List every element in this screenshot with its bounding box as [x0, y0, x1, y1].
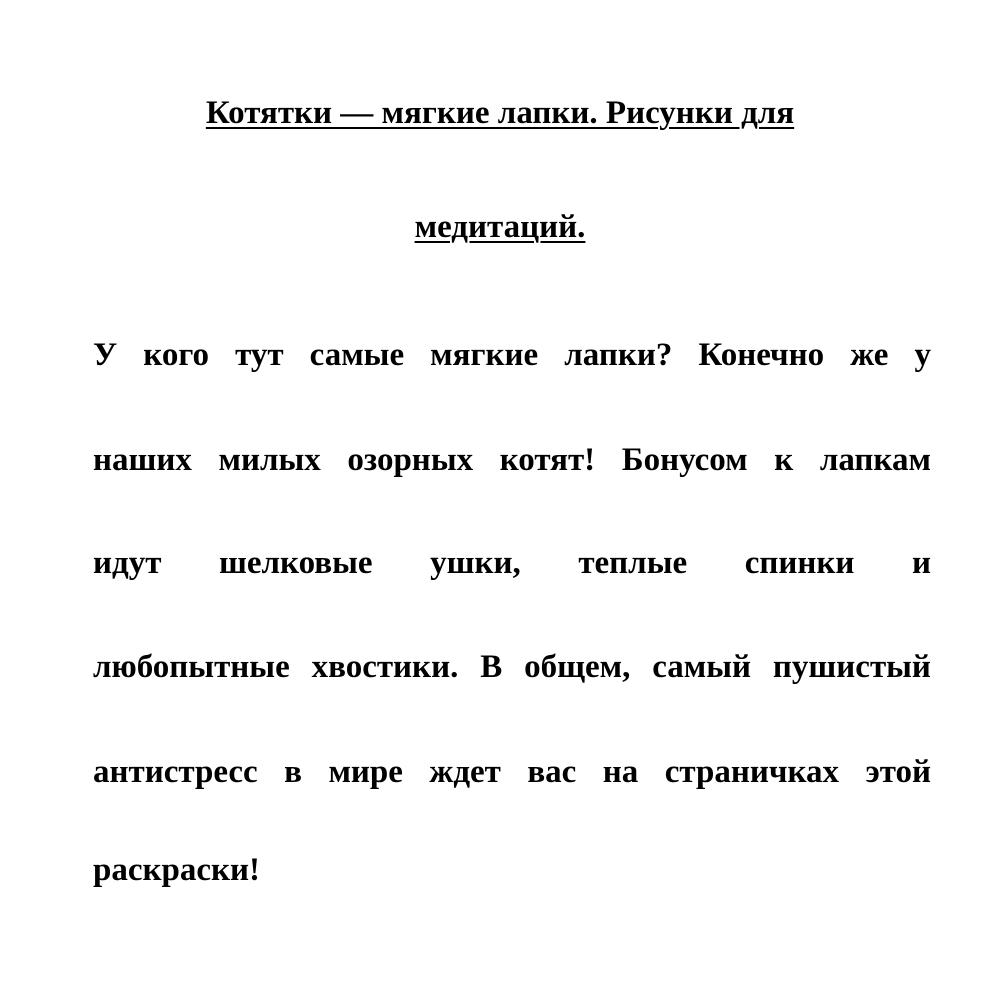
paragraph-word: тут: [235, 337, 284, 373]
paragraph-word: у: [914, 337, 931, 373]
paragraph-word: раскраски!: [93, 852, 261, 888]
paragraph-word: антистресс: [93, 754, 258, 790]
paragraph-word: наших: [93, 442, 192, 478]
paragraph-word: же: [850, 337, 889, 373]
paragraph-word: спинки: [744, 545, 855, 581]
paragraph-word: Конечно: [698, 337, 825, 373]
paragraph-line-3: [93, 543, 931, 583]
paragraph-line-6: [93, 850, 931, 890]
paragraph-word: ждет: [429, 754, 501, 790]
paragraph-word: У: [93, 337, 118, 373]
paragraph-word: ушки,: [430, 545, 521, 581]
paragraph-word: к: [774, 442, 794, 478]
paragraph-word: страничках: [664, 754, 839, 790]
paragraph-word: идут: [93, 545, 162, 581]
document-title-line-2: медитаций.: [414, 209, 586, 245]
paragraph-word: лапкам: [819, 442, 931, 478]
document-title-line-1: Котятки — мягкие лапки. Рисунки для: [205, 95, 795, 131]
paragraph-word: пушистый: [772, 649, 931, 685]
paragraph-word: общем,: [524, 649, 631, 685]
paragraph-word: шелковые: [219, 545, 373, 581]
paragraph-word: котят!: [499, 442, 596, 478]
paragraph-word: кого: [143, 337, 210, 373]
paragraph-word: лапки?: [564, 337, 673, 373]
paragraph-line-2: [93, 440, 931, 480]
paragraph-word: на: [602, 754, 639, 790]
paragraph-word: этой: [865, 754, 931, 790]
paragraph-word: милых: [218, 442, 321, 478]
paragraph-word: В: [480, 649, 503, 685]
paragraph-line-5: [93, 752, 931, 792]
paragraph-word: самый: [652, 649, 752, 685]
paragraph-word: и: [911, 545, 931, 581]
paragraph-word: самые: [309, 337, 405, 373]
paragraph-word: любопытные: [93, 649, 290, 685]
paragraph-line-4: [93, 647, 931, 687]
paragraph-word: хвостики.: [311, 649, 459, 685]
paragraph-word: вас: [527, 754, 577, 790]
paragraph-word: мире: [328, 754, 403, 790]
paragraph-word: мягкие: [430, 337, 539, 373]
paragraph-line-1: [93, 335, 931, 375]
paragraph-word: теплые: [578, 545, 688, 581]
paragraph-word: озорных: [347, 442, 474, 478]
paragraph-word: в: [284, 754, 302, 790]
paragraph-word: Бонусом: [621, 442, 748, 478]
